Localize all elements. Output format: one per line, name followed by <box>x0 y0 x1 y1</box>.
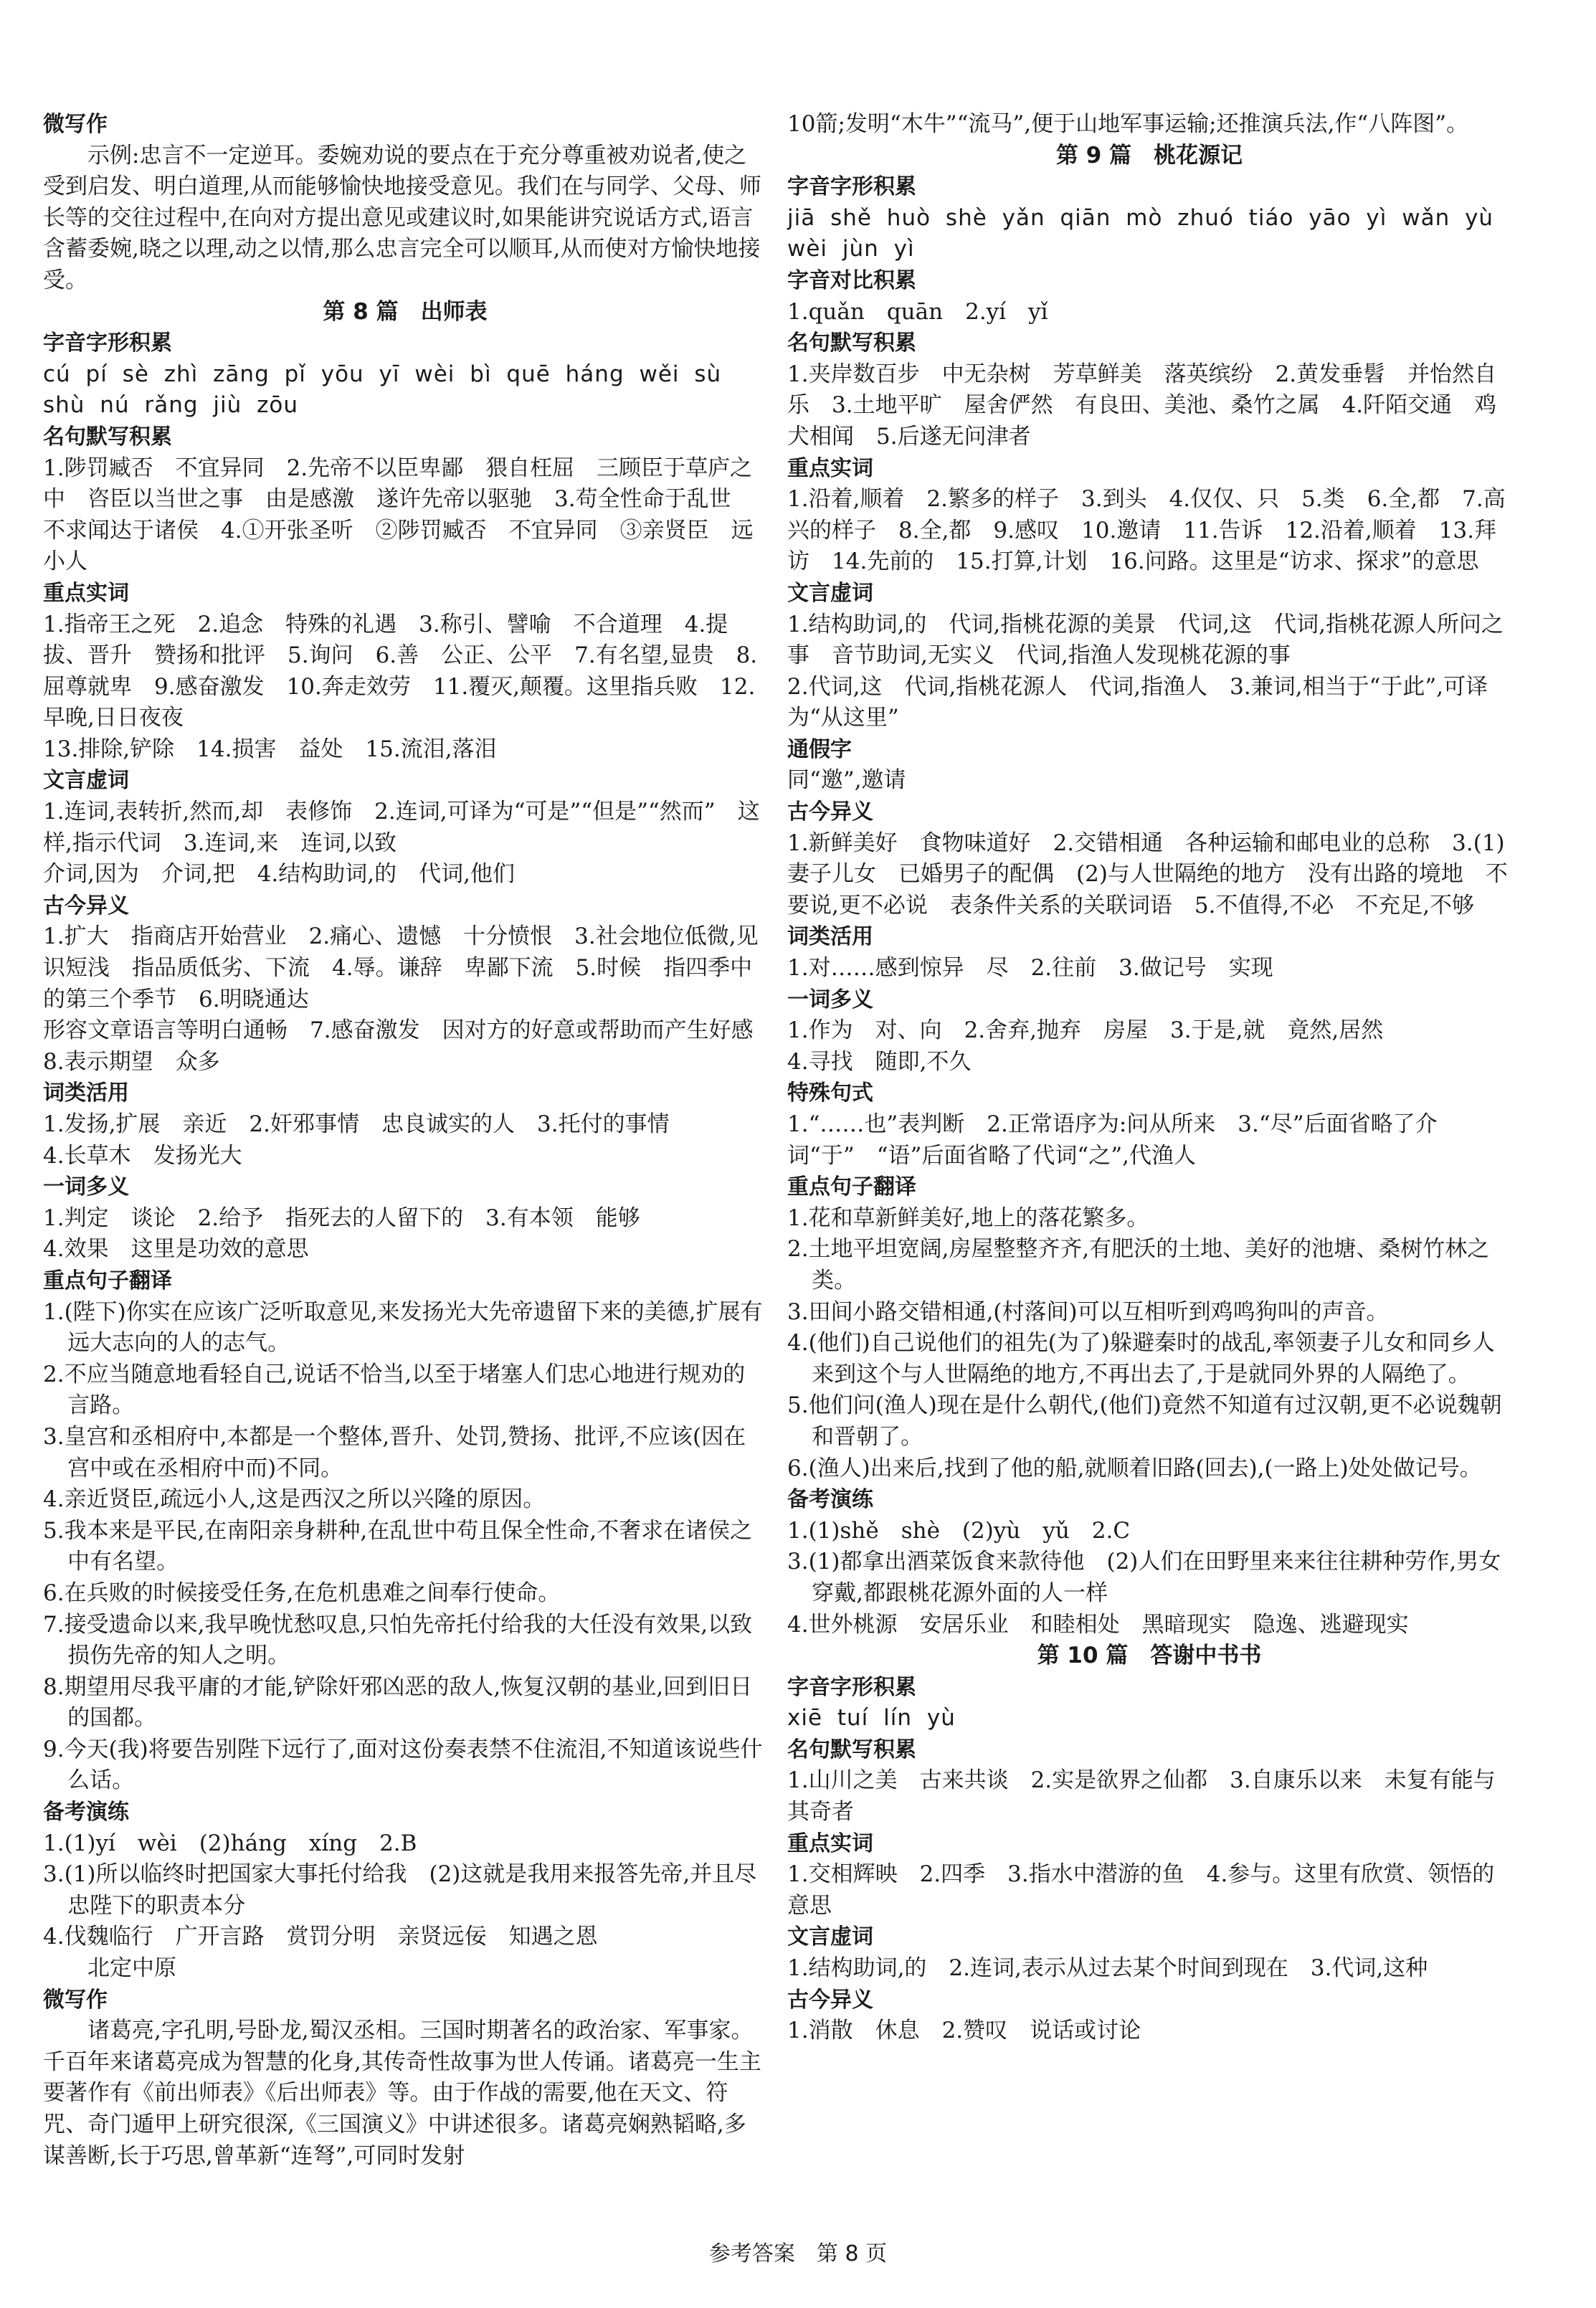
section-heading: 古今异义 <box>43 893 129 918</box>
answer-item: 3.(1)都拿出酒菜饭食来款待他 (2)人们在田野里来来往往耕种劳作,男女穿戴,都跟桃花源外面的人一样 <box>787 1549 1501 1606</box>
answer-text: 1.沿着,顺着 2.繁多的样子 3.到头 4.仅仅、只 5.类 6.全,都 7.高兴的样子 8.全,都 9.感叹 10.邀请 11.告诉 12.沿着,顺着 13.拜访 14.先前的 15.打算,计划 16.问路。这里是“访求、探求”的意思 <box>787 486 1506 575</box>
answer-item: 4.亲近贤臣,疏远小人,这是西汉之所以兴隆的原因。 <box>43 1486 546 1513</box>
answer-item: 3.皇宫和丞相府中,本都是一个整体,晋升、处罚,赞扬、批评,不应该(因在宫中或在丞相府中而)不同。 <box>43 1423 746 1481</box>
section-heading: 古今异义 <box>787 799 873 825</box>
section-heading: 重点实词 <box>787 1830 873 1856</box>
pinyin-line: jiā shě huò shè yǎn qiān mò zhuó tiáo yāo yì wǎn yù wèi jùn yì <box>787 204 1494 262</box>
section-heading: 字音字形积累 <box>43 331 172 356</box>
answer-item: 6.(渔人)出来后,找到了他的船,就顺着旧路(回去),(一路上)处处做记号。 <box>787 1455 1482 1481</box>
answer-item: 3.(1)所以临终时把国家大事托付给我 (2)这就是我用来报答先帝,并且尽忠陛下的职责本分 <box>43 1861 757 1919</box>
answer-text: 形容文章语言等明白通畅 7.感奋激发 因对方的好意或帮助而产生好感 8.表示期望 众多 <box>43 1017 776 1075</box>
answer-item: 2.土地平坦宽阔,房屋整整齐齐,有肥沃的土地、美好的池塘、桑树竹林之类。 <box>787 1236 1490 1293</box>
answer-text: 介词,因为 介词,把 4.结构助词,的 代词,他们 <box>43 861 515 888</box>
section-heading: 特殊句式 <box>787 1081 873 1106</box>
answer-text: 1.(1)yí wèi (2)háng xíng 2.B <box>43 1830 417 1856</box>
answer-item: 7.接受遗命以来,我早晚忧愁叹息,只怕先帝托付给我的大任没有效果,以致损伤先帝的知人之明。 <box>43 1611 753 1669</box>
answer-text: 1.夹岸数百步 中无杂树 芳草鲜美 落英缤纷 2.黄发垂髫 并怡然自乐 3.土地平旷 屋舍俨然 有良田、美池、桑竹之属 4.阡陌交通 鸡犬相闻 5.后遂无问津者 <box>787 361 1497 450</box>
section-heading: 名句默写积累 <box>787 331 916 356</box>
section-heading: 一词多义 <box>43 1174 129 1200</box>
answer-text: 4.世外桃源 安居乐业 和睦相处 黑暗现实 隐逸、逃避现实 <box>787 1611 1409 1638</box>
page-footer: 参考答案 第 8 页 <box>708 2241 888 2266</box>
answer-text: 1.结构助词,的 2.连词,表示从过去某个时间到现在 3.代词,这种 <box>787 1955 1428 1982</box>
section-heading: 字音字形积累 <box>787 1674 916 1700</box>
answer-text: 10箭;发明“木牛”“流马”,便于山地军事运输;还推演兵法,作“八阵图”。 <box>787 111 1469 137</box>
answer-text: 同“邀”,邀请 <box>787 767 906 794</box>
section-heading: 文言虚词 <box>43 768 129 794</box>
answer-text: 1.交相辉映 2.四季 3.指水中潜游的鱼 4.参与。这里有欣赏、领悟的意思 <box>787 1861 1495 1919</box>
answer-text: 1.(1)shě shè (2)yù yǔ 2.C <box>787 1517 1131 1544</box>
answer-text: 1.陟罚臧否 不宜异同 2.先帝不以臣卑鄙 猥自枉屈 三顾臣于草庐之中 咨臣以当世之事 由是感激 遂许先帝以驱驰 3.苟全性命于乱世 不求闻达于诸侯 4.①开张圣听 ②陟罚臧否 不宜异同 ③亲贤臣 远小人 <box>43 455 754 575</box>
answer-text: 4.长草木 发扬光大 <box>43 1142 242 1169</box>
answer-item: 5.我本来是平民,在南阳亲身耕种,在乱世中苟且保全性命,不奢求在诸侯之中有名望。 <box>43 1517 753 1575</box>
section-heading: 名句默写积累 <box>43 424 172 450</box>
section-heading: 词类活用 <box>43 1081 129 1106</box>
paragraph: 示例:忠言不一定逆耳。委婉劝说的要点在于充分尊重被劝说者,使之受到启发、明白道理,从而能够愉快地接受意见。我们在与同学、父母、师长等的交往过程中,在向对方提出意见或建议时,如果能讲究说话方式,语言含蓄委婉,晓之以理,动之以情,那么忠言完全可以顺耳,从而使对方愉快地接受。 <box>43 142 761 293</box>
chapter-title: 第 9 篇 桃花源记 <box>1055 142 1243 168</box>
answer-text: 1.消散 休息 2.赞叹 说话或讨论 <box>787 2018 1141 2044</box>
chapter-title: 第 10 篇 答谢中书书 <box>1037 1643 1262 1669</box>
section-heading: 备考演练 <box>787 1487 873 1513</box>
answer-text: 4.伐魏临行 广开言路 赏罚分明 亲贤远佞 知遇之恩 <box>43 1924 598 1950</box>
section-heading: 古今异义 <box>787 1987 873 2013</box>
answer-text: 1.判定 谈论 2.给予 指死去的人留下的 3.有本领 能够 <box>43 1205 640 1231</box>
answer-text: 2.代词,这 代词,指桃花源人 代词,指渔人 3.兼词,相当于“于此”,可译为“从这里” <box>787 673 1488 731</box>
answer-text: 1.连词,表转折,然而,却 表修饰 2.连词,可译为“可是”“但是”“然而” 这样,指示代词 3.连词,来 连词,以致 <box>43 799 760 856</box>
answer-item: 3.田间小路交错相通,(村落间)可以互相听到鸡鸣狗叫的声音。 <box>787 1298 1389 1325</box>
answer-text: 1.“……也”表判断 2.正常语序为:问从所来 3.“尽”后面省略了介词“于” “语”后面省略了代词“之”,代渔人 <box>787 1111 1438 1169</box>
answer-item: 8.期望用尽我平庸的才能,铲除奸邪凶恶的敌人,恢复汉朝的基业,回到旧日的国都。 <box>43 1673 753 1732</box>
section-heading: 微写作 <box>43 1987 108 2013</box>
answer-text: 1.新鲜美好 食物味道好 2.交错相通 各种运输和邮电业的总称 3.(1)妻子儿女 已婚男子的配偶 (2)与人世隔绝的地方 没有出路的境地 不要说,更不必说 表条件关系的关联词语 5.不值得,不必 不充足,不够 <box>787 830 1508 918</box>
answer-item: 9.今天(我)将要告别陛下远行了,面对这份奏表禁不住流泪,不知道该说些什么话。 <box>43 1736 763 1794</box>
answer-text: 1.发扬,扩展 亲近 2.奸邪事情 忠良诚实的人 3.托付的事情 <box>43 1111 670 1137</box>
section-heading: 通假字 <box>787 736 852 762</box>
section-heading: 重点句子翻译 <box>43 1268 172 1293</box>
answer-text: 1.对……感到惊异 尽 2.往前 3.做记号 实现 <box>787 955 1273 982</box>
answer-item: 1.花和草新鲜美好,地上的落花繁多。 <box>787 1205 1149 1231</box>
section-heading: 文言虚词 <box>787 1924 873 1950</box>
pinyin-line: xiē tuí lín yù <box>787 1705 956 1732</box>
section-heading: 微写作 <box>43 112 108 137</box>
answer-text: 4.效果 这里是功效的意思 <box>43 1236 309 1263</box>
right-column <box>787 109 1511 2047</box>
section-heading: 名句默写积累 <box>787 1737 916 1762</box>
section-heading: 字音字形积累 <box>787 174 916 200</box>
chapter-title: 第 8 篇 出师表 <box>323 298 488 325</box>
answer-text: 1.作为 对、向 2.舍弃,抛弃 房屋 3.于是,就 竟然,居然 <box>787 1017 1384 1044</box>
answer-item: 1.(陛下)你实在应该广泛听取意见,来发扬光大先帝遗留下来的美德,扩展有远大志向的人的志气。 <box>43 1298 763 1357</box>
answer-text: 1.扩大 指商店开始营业 2.痛心、遗憾 十分愤恨 3.社会地位低微,见识短浅 指品质低劣、下流 4.辱。谦辞 卑鄙下流 5.时候 指四季中的第三个季节 6.明晓通达 <box>43 923 759 1012</box>
answer-item: 2.不应当随意地看轻自己,说话不恰当,以至于堵塞人们忠心地进行规劝的言路。 <box>43 1361 746 1419</box>
section-heading: 词类活用 <box>787 924 873 950</box>
answer-text: 1.quǎn quān 2.yí yǐ <box>787 298 1048 325</box>
section-heading: 文言虚词 <box>787 580 873 606</box>
answer-text: 4.寻找 随即,不久 <box>787 1048 972 1075</box>
paragraph: 诸葛亮,字孔明,号卧龙,蜀汉丞相。三国时期著名的政治家、军事家。千百年来诸葛亮成为智慧的化身,其传奇性故事为世人传诵。诸葛亮一生主要著作有《前出师表》《后出师表》等。由于作战的需要,他在天文、符咒、奇门遁甲上研究很深,《三国演义》中讲述很多。诸葛亮娴熟韬略,多谋善断,长于巧思,曾革新“连弩”,可同时发射 <box>43 2018 761 2169</box>
section-heading: 重点实词 <box>787 455 873 481</box>
answer-text: 13.排除,铲除 14.损害 益处 15.流泪,落泪 <box>43 736 497 762</box>
section-heading: 备考演练 <box>43 1800 129 1825</box>
section-heading: 一词多义 <box>787 987 873 1012</box>
answer-text: 1.山川之美 古来共谈 2.实是欲界之仙都 3.自康乐以来 未复有能与其奇者 <box>787 1767 1496 1825</box>
section-heading: 重点句子翻译 <box>787 1174 916 1200</box>
section-heading: 字音对比积累 <box>787 267 916 293</box>
answer-item: 5.他们问(渔人)现在是什么朝代,(他们)竟然不知道有过汉朝,更不必说魏朝和晋朝了。 <box>787 1392 1502 1450</box>
left-column <box>43 109 776 2172</box>
section-heading: 重点实词 <box>43 580 129 606</box>
answer-text: 1.结构助词,的 代词,指桃花源的美景 代词,这 代词,指桃花源人所问之事 音节助词,无实义 代词,指渔人发现桃花源的事 <box>787 611 1504 669</box>
answer-item: 4.(他们)自己说他们的祖先(为了)躲避秦时的战乱,率领妻子儿女和同乡人来到这个与人世隔绝的地方,不再出去了,于是就同外界的人隔绝了。 <box>787 1330 1495 1387</box>
answer-item: 6.在兵败的时候接受任务,在危机患难之间奉行使命。 <box>43 1580 561 1606</box>
paragraph: 北定中原 <box>87 1955 176 1982</box>
pinyin-line: cú pí sè zhì zāng pǐ yōu yī wèi bì quē háng wěi sù shù nú rǎng jiù zōu <box>43 361 722 419</box>
answer-text: 1.指帝王之死 2.追念 特殊的礼遇 3.称引、譬喻 不合道理 4.提拔、晋升 赞扬和批评 5.询问 6.善 公正、公平 7.有名望,显贵 8.屈尊就卑 9.感奋激发 10.奔走效劳 11.覆灭,颠覆。这里指兵败 12.早晚,日日夜夜 <box>43 611 758 731</box>
